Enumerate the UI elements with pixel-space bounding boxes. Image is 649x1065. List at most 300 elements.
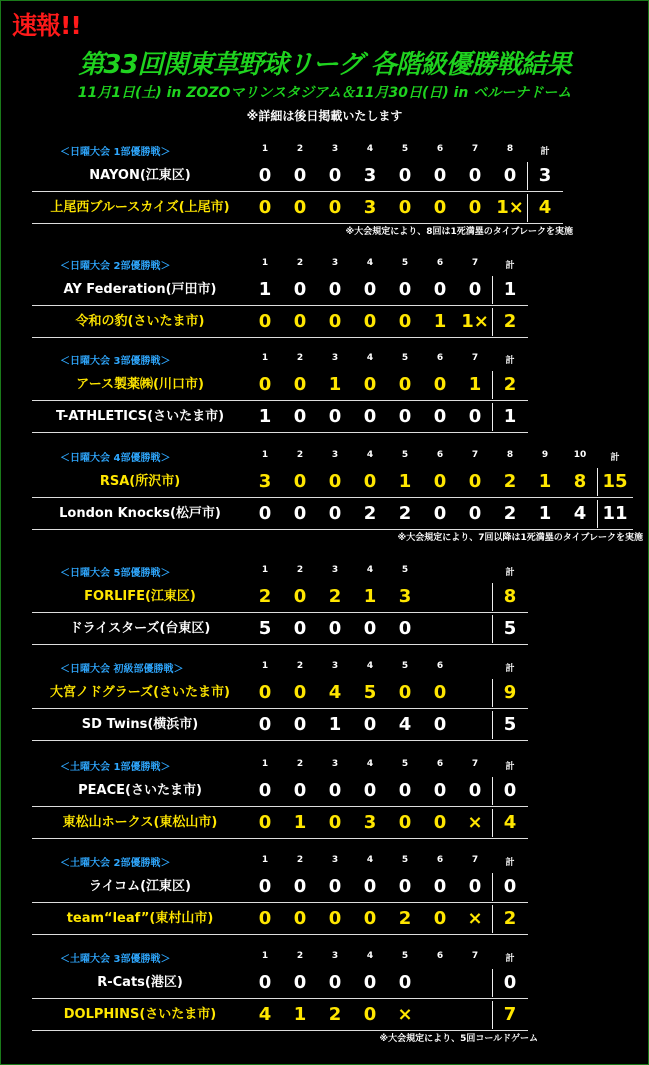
team-row [0,613,649,645]
game-title: ＜日曜大会 3部優勝戦＞ [60,356,171,367]
inning-score: 0 [363,876,377,897]
inning-header: 6 [436,144,444,154]
inning-score: 0 [328,165,342,186]
inning-score: 0 [398,165,412,186]
inning-score: 0 [468,406,482,427]
inning-score: 0 [328,406,342,427]
inning-score: 1 [538,471,552,492]
team-row [0,999,649,1031]
total-separator [492,809,493,837]
inning-header: 計 [610,453,620,463]
inning-score: 5 [258,618,272,639]
inning-score: 0 [398,406,412,427]
total-separator [492,371,493,399]
inning-score: 1× [496,197,524,218]
inning-score [459,971,491,995]
inning-score [459,617,491,641]
inning-header: 3 [331,144,339,154]
inning-header: 5 [401,144,409,154]
inning-score: 0 [363,374,377,395]
inning-score: 4 [398,714,412,735]
inning-score: 0 [293,876,307,897]
team-name: RSA(所沢市) [99,474,181,489]
team-row [0,807,649,839]
team-row [0,709,649,741]
inning-header: 7 [471,450,479,460]
inning-score: 0 [258,503,272,524]
team-name: London Knocks(松戸市) [59,506,221,521]
inning-score: 0 [363,1004,377,1025]
total-score: 9 [503,682,517,703]
inning-score: 0 [468,471,482,492]
inning-score: 0 [363,714,377,735]
inning-header: 5 [401,353,409,363]
inning-score: 0 [468,503,482,524]
game-footnote: ※大会規定により、5回コールドゲーム [379,1034,538,1044]
inning-score: 0 [433,279,447,300]
team-name: アース製薬㈱(川口市) [76,377,204,392]
team-row [0,160,649,192]
inning-score: 0 [398,876,412,897]
inning-score: 0 [363,406,377,427]
inning-header: 計 [540,147,550,157]
inning-score: 0 [258,972,272,993]
inning-header: 計 [505,954,515,964]
inning-score: 0 [293,165,307,186]
inning-header: 7 [471,144,479,154]
inning-header: 1 [261,144,269,154]
details-note: ※詳細は後日掲載いたします [246,109,403,123]
inning-score [424,585,456,609]
inning-header: 8 [506,450,514,460]
team-name: T-ATHLETICS(さいたま市) [55,409,225,424]
total-score: 1 [503,279,517,300]
inning-score: 0 [433,503,447,524]
team-name: team“leaf”(東村山市) [66,911,214,926]
inning-score: 0 [258,165,272,186]
game-header [0,755,649,775]
inning-score: 0 [398,972,412,993]
total-score: 0 [503,876,517,897]
inning-score: 0 [328,618,342,639]
inning-header: 2 [296,144,304,154]
inning-header: 1 [261,759,269,769]
inning-header: 10 [573,450,587,460]
inning-score: 2 [503,471,517,492]
total-separator [492,711,493,739]
total-separator [492,583,493,611]
inning-header: 計 [505,568,515,578]
team-name: NAYON(江東区) [89,168,191,183]
inning-score: 1 [293,812,307,833]
total-score: 4 [503,812,517,833]
inning-score: 0 [398,618,412,639]
inning-score: 0 [433,714,447,735]
inning-score: 0 [433,876,447,897]
inning-header: 6 [436,450,444,460]
inning-score: 0 [433,780,447,801]
inning-score: 4 [328,682,342,703]
inning-header: 3 [331,565,339,575]
inning-score: 5 [363,682,377,703]
inning-score: 1 [293,1004,307,1025]
team-name: ライコム(江東区) [89,879,191,894]
total-score: 5 [503,714,517,735]
game-header [0,254,649,274]
inning-score: 2 [398,503,412,524]
game-title: ＜日曜大会 5部優勝戦＞ [60,568,171,579]
inning-header: 3 [331,951,339,961]
total-separator [492,403,493,431]
game-header [0,561,649,581]
inning-score: 0 [293,503,307,524]
inning-score: 0 [293,586,307,607]
team-row [0,903,649,935]
game-block [0,254,649,338]
inning-score: 1 [328,374,342,395]
inning-score: 0 [258,780,272,801]
inning-header: 3 [331,258,339,268]
inning-score: 0 [433,908,447,929]
inning-header: 1 [261,565,269,575]
game-block [0,657,649,741]
inning-score: 0 [328,197,342,218]
game-block [0,446,649,543]
inning-score: 0 [328,908,342,929]
inning-score: 0 [398,682,412,703]
game-header [0,947,649,967]
inning-score: 0 [258,876,272,897]
game-title: ＜土曜大会 2部優勝戦＞ [60,858,171,869]
inning-score: 0 [328,311,342,332]
game-title: ＜日曜大会 1部優勝戦＞ [60,147,171,158]
total-score: 2 [503,908,517,929]
inning-score: 0 [328,503,342,524]
total-score: 2 [503,374,517,395]
inning-header: 6 [436,759,444,769]
game-footnote: ※大会規定により、8回は1死満塁のタイブレークを実施 [345,227,573,237]
team-name: DOLPHINS(さいたま市) [63,1007,217,1022]
inning-header: 7 [471,855,479,865]
inning-score: 0 [468,279,482,300]
inning-header: 4 [366,258,374,268]
inning-header: 3 [331,450,339,460]
total-separator [492,679,493,707]
total-separator [492,873,493,901]
inning-score: 0 [398,279,412,300]
inning-header: 5 [401,661,409,671]
inning-header: 1 [261,450,269,460]
page-title: 第33回関東草野球リーグ 各階級優勝戦結果 [78,50,571,80]
inning-score: 0 [363,780,377,801]
inning-score: 0 [258,714,272,735]
inning-score: 3 [258,471,272,492]
inning-score: 0 [433,406,447,427]
total-separator [492,905,493,933]
inning-header: 1 [261,258,269,268]
inning-score: × [467,812,483,833]
game-block [0,755,649,839]
total-separator [597,468,598,496]
inning-header: 5 [401,855,409,865]
team-row [0,775,649,807]
inning-score: 2 [363,503,377,524]
total-separator [492,276,493,304]
total-score: 11 [602,503,628,524]
inning-score [424,617,456,641]
inning-header: 4 [366,855,374,865]
inning-header: 3 [331,759,339,769]
inning-score: 0 [363,279,377,300]
inning-score: 3 [363,165,377,186]
inning-header: 3 [331,661,339,671]
inning-score [459,585,491,609]
team-row [0,192,649,224]
inning-header: 4 [366,565,374,575]
inning-header: 計 [505,261,515,271]
game-block [0,349,649,433]
game-header [0,657,649,677]
inning-header: 5 [401,759,409,769]
inning-score: 0 [258,374,272,395]
inning-header: 4 [366,450,374,460]
inning-score [424,1003,456,1027]
team-row [0,967,649,999]
team-row [0,274,649,306]
inning-score: 0 [293,780,307,801]
inning-header: 4 [366,661,374,671]
team-name: R-Cats(港区) [97,975,183,990]
inning-header: 7 [471,759,479,769]
inning-header: 2 [296,565,304,575]
inning-score: 0 [363,311,377,332]
total-score: 4 [538,197,552,218]
team-name: AY Federation(戸田市) [63,282,217,297]
inning-score: 3 [363,812,377,833]
team-row [0,369,649,401]
inning-score: 4 [258,1004,272,1025]
total-score: 0 [503,780,517,801]
inning-header: 1 [261,661,269,671]
total-separator [492,1001,493,1029]
inning-header: 5 [401,565,409,575]
inning-score: 8 [573,471,587,492]
inning-score: 0 [293,972,307,993]
total-score: 3 [538,165,552,186]
inning-score: 1 [538,503,552,524]
team-name: 令和の豹(さいたま市) [75,314,205,329]
dates-line: 11月1日(土) in ZOZOマリンスタジアム＆11月30日(日) in ベルーナドーム [77,85,572,101]
inning-score: 0 [363,972,377,993]
inning-score: 2 [398,908,412,929]
inning-score: 0 [328,780,342,801]
inning-score: 0 [258,197,272,218]
inning-header: 2 [296,759,304,769]
inning-score: 0 [328,812,342,833]
game-block [0,851,649,935]
game-title: ＜日曜大会 初級部優勝戦＞ [60,664,184,675]
inning-score: 0 [468,876,482,897]
team-name: PEACE(さいたま市) [78,783,202,798]
team-row [0,306,649,338]
inning-score: 1 [398,471,412,492]
inning-header: 2 [296,661,304,671]
total-separator [492,308,493,336]
inning-score: 2 [328,586,342,607]
total-score: 0 [503,972,517,993]
team-name: ドライスターズ(台東区) [69,621,211,636]
inning-header: 5 [401,450,409,460]
team-row [0,871,649,903]
inning-score: 0 [398,780,412,801]
team-row [0,581,649,613]
game-title: ＜日曜大会 4部優勝戦＞ [60,453,171,464]
inning-header: 2 [296,353,304,363]
inning-score [459,1003,491,1027]
inning-header: 6 [436,353,444,363]
game-footnote: ※大会規定により、7回以降は1死満塁のタイブレークを実施 [397,533,643,543]
inning-score: 0 [328,972,342,993]
inning-header: 1 [261,951,269,961]
inning-score: 0 [293,682,307,703]
inning-score: 0 [258,812,272,833]
inning-score: 0 [363,908,377,929]
total-score: 1 [503,406,517,427]
inning-header: 7 [471,353,479,363]
team-row [0,401,649,433]
inning-score: 2 [503,503,517,524]
inning-score: 0 [468,780,482,801]
inning-header: 2 [296,258,304,268]
inning-header: 4 [366,951,374,961]
inning-score: 0 [398,197,412,218]
inning-header: 4 [366,144,374,154]
inning-score: 0 [468,197,482,218]
inning-header: 5 [401,951,409,961]
inning-score: 0 [293,618,307,639]
inning-header: 6 [436,661,444,671]
inning-header: 3 [331,855,339,865]
inning-score: 0 [293,279,307,300]
inning-score: 0 [363,471,377,492]
inning-header: 2 [296,951,304,961]
inning-score: 1 [258,406,272,427]
inning-score: 0 [503,165,517,186]
inning-header: 6 [436,951,444,961]
inning-score: 0 [433,682,447,703]
inning-score: 0 [468,165,482,186]
inning-header: 7 [471,258,479,268]
flash-label: 速報!! [12,11,81,40]
inning-header: 計 [505,762,515,772]
inning-header: 計 [505,356,515,366]
inning-score [424,971,456,995]
total-separator [492,969,493,997]
inning-header: 8 [506,144,514,154]
team-name: 大宮ノドグラーズ(さいたま市) [50,685,230,700]
inning-score: 0 [433,165,447,186]
game-block [0,947,649,1044]
team-row [0,677,649,709]
total-separator [527,194,528,222]
team-row [0,498,649,530]
inning-score: 1 [363,586,377,607]
game-title: ＜日曜大会 2部優勝戦＞ [60,261,171,272]
inning-header: 2 [296,855,304,865]
inning-score: 0 [398,311,412,332]
inning-score: 0 [293,471,307,492]
total-score: 5 [503,618,517,639]
inning-score: 0 [293,406,307,427]
inning-header: 計 [505,858,515,868]
inning-header: 4 [366,759,374,769]
inning-header: 2 [296,450,304,460]
game-header [0,851,649,871]
game-header [0,140,649,160]
team-name: FORLIFE(江東区) [84,589,196,604]
inning-score: 1 [328,714,342,735]
game-title: ＜土曜大会 3部優勝戦＞ [60,954,171,965]
inning-header: 6 [436,855,444,865]
inning-score: 1 [433,311,447,332]
inning-score: 2 [258,586,272,607]
inning-score: 0 [258,908,272,929]
inning-score: 0 [328,279,342,300]
game-block [0,140,649,237]
total-score: 15 [602,471,628,492]
inning-score: × [467,908,483,929]
game-title: ＜土曜大会 1部優勝戦＞ [60,762,171,773]
total-separator [597,500,598,528]
inning-score: 0 [328,471,342,492]
total-separator [492,615,493,643]
inning-score: 1 [258,279,272,300]
inning-score: 0 [398,374,412,395]
game-block [0,561,649,645]
inning-score: 0 [258,682,272,703]
inning-header: 1 [261,855,269,865]
inning-score: 0 [433,374,447,395]
inning-score: 4 [573,503,587,524]
inning-score: 3 [398,586,412,607]
total-score: 7 [503,1004,517,1025]
inning-header: 9 [541,450,549,460]
team-name: 東松山ホークス(東松山市) [62,815,218,830]
inning-score: 0 [398,812,412,833]
game-header [0,349,649,369]
inning-score: 0 [293,374,307,395]
total-separator [492,777,493,805]
inning-header: 6 [436,258,444,268]
total-score: 2 [503,311,517,332]
inning-score: 1× [461,311,489,332]
inning-score: 0 [293,197,307,218]
inning-header: 4 [366,353,374,363]
inning-score: 0 [258,311,272,332]
inning-score: 0 [328,876,342,897]
inning-score: 0 [433,471,447,492]
inning-score: 0 [433,197,447,218]
inning-score [459,681,491,705]
inning-header: 計 [505,664,515,674]
team-row [0,466,649,498]
inning-score: 3 [363,197,377,218]
inning-score: 0 [433,812,447,833]
inning-score: 0 [293,908,307,929]
inning-header: 3 [331,353,339,363]
inning-score: 0 [293,311,307,332]
inning-score: × [397,1004,413,1025]
